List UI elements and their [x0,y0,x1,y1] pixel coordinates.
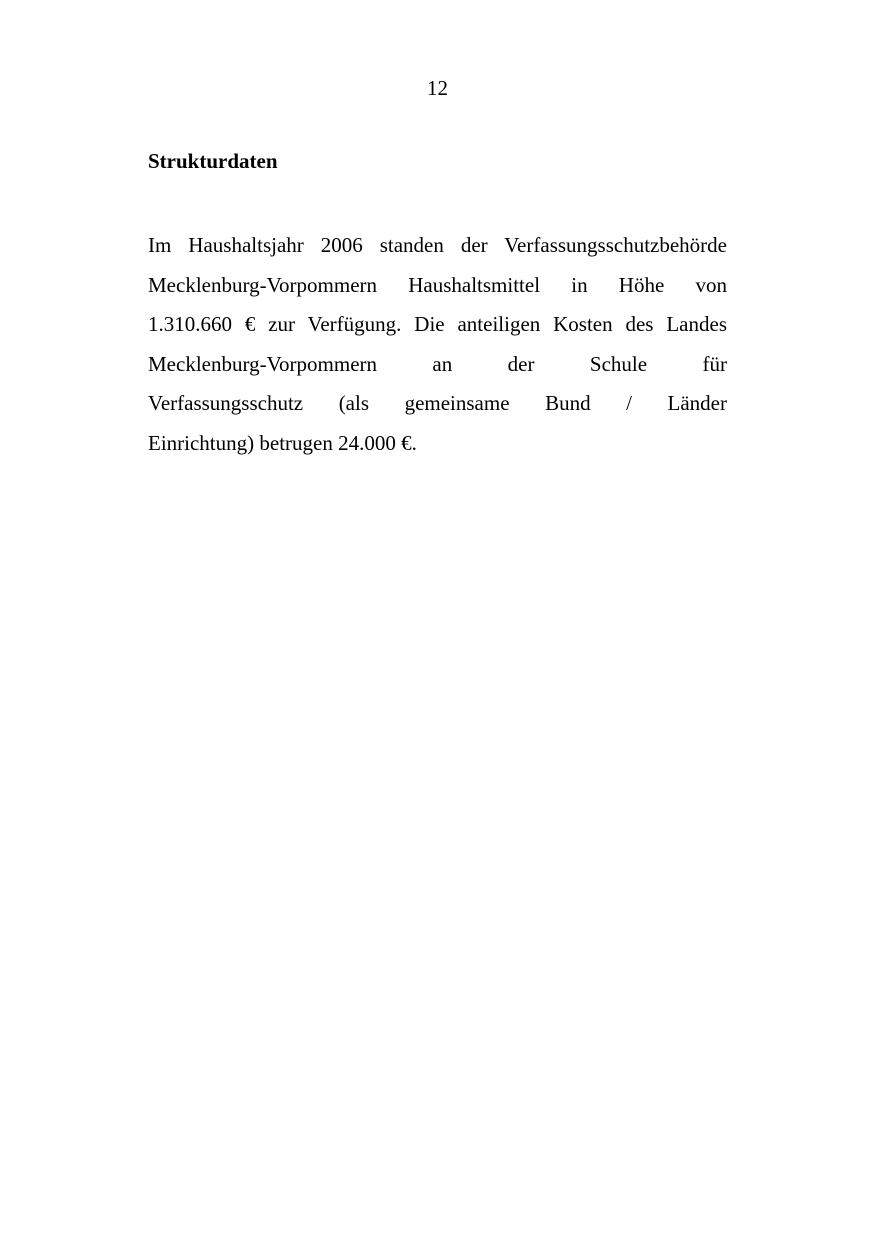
paragraph-line: Einrichtung) betrugen 24.000 €. [148,430,417,455]
paragraph-line: Im Haushaltsjahr 2006 standen der Verfassungsschutzbehörde [148,233,727,257]
section-heading: Strukturdaten [148,149,278,173]
page-number: 12 [427,76,448,100]
paragraph-line: 1.310.660 € zur Verfügung. Die anteiligen Kosten des Landes [148,312,727,336]
paragraph-line: Verfassungsschutz (als gemeinsame Bund / Länder [148,391,727,415]
paragraph-line: Mecklenburg-Vorpommern an der Schule für [148,351,727,376]
paragraph-line: Mecklenburg-Vorpommern Haushaltsmittel in Höhe von [148,272,727,297]
body-paragraph [148,226,727,463]
